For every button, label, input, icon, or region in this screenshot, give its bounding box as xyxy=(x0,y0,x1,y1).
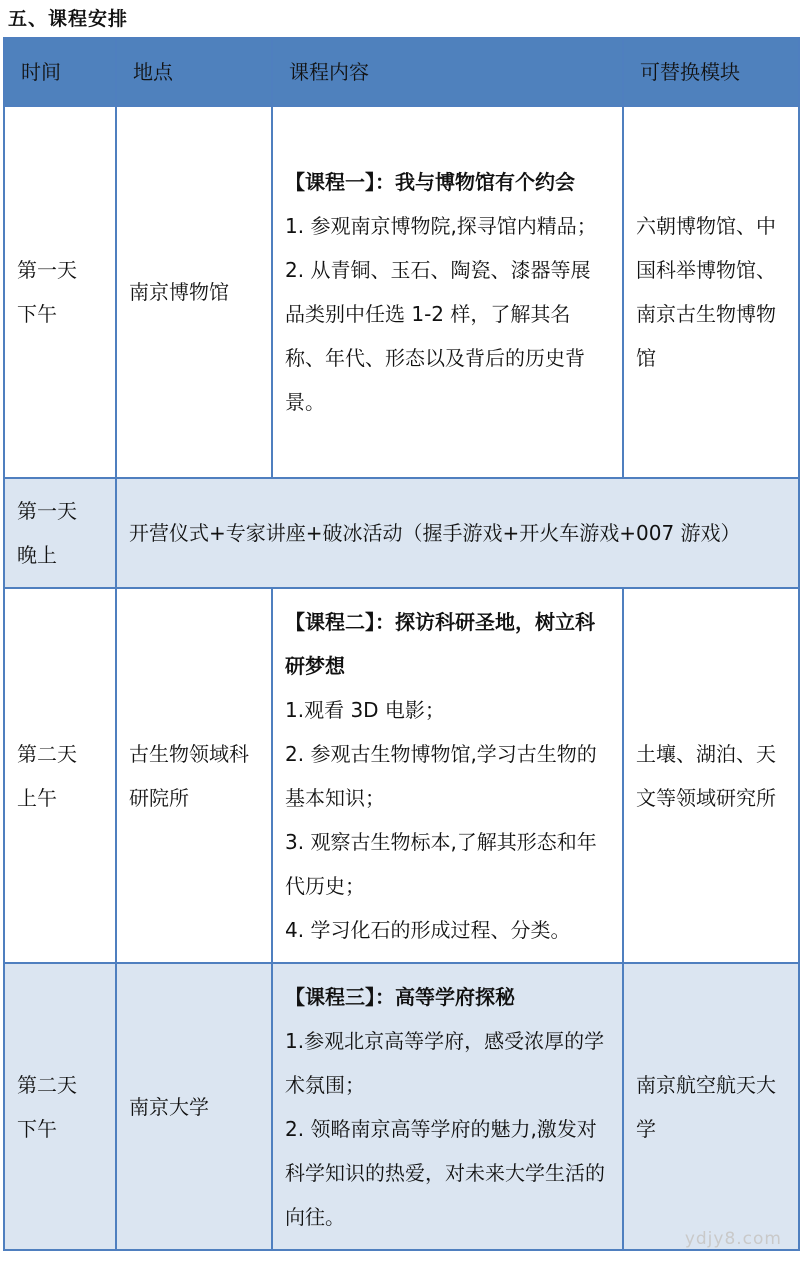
course-item: 1. 参观南京博物院,探寻馆内精品； xyxy=(285,214,597,238)
activity-cell: 开营仪式+专家讲座+破冰活动（握手游戏+开火车游戏+007 游戏） xyxy=(116,478,799,588)
content-cell xyxy=(272,963,623,1250)
table-row xyxy=(4,588,799,963)
time-cell xyxy=(4,478,116,588)
place-cell: 古生物领域科研院所 xyxy=(116,588,272,963)
header-time: 时间 xyxy=(4,38,116,106)
course-item: 2. 参观古生物博物馆,学习古生物的基本知识； xyxy=(285,741,597,810)
place-cell: 南京博物馆 xyxy=(116,106,272,478)
section-title: 五、课程安排 xyxy=(8,8,129,30)
course-title: 【课程二】：探访科研圣地，树立科研梦想 xyxy=(285,609,595,678)
alternatives-cell: 南京航空航天大学 xyxy=(623,963,799,1250)
alternatives-cell: 土壤、湖泊、天文等领域研究所 xyxy=(623,588,799,963)
table-header-row xyxy=(4,38,799,106)
watermark: ydjy8.com xyxy=(684,1229,782,1249)
time-cell xyxy=(4,963,116,1250)
time-period: 晚上 xyxy=(17,543,57,567)
header-content: 课程内容 xyxy=(272,38,623,106)
table-row xyxy=(4,106,799,478)
header-alternatives: 可替换模块 xyxy=(623,38,799,106)
course-schedule-table xyxy=(3,37,800,1251)
header-place: 地点 xyxy=(116,38,272,106)
content-cell xyxy=(272,106,623,478)
course-item: 2. 领略南京高等学府的魅力,激发对科学知识的热爱，对未来大学生活的向往。 xyxy=(285,1116,605,1229)
table-row xyxy=(4,963,799,1250)
time-cell xyxy=(4,588,116,963)
course-title: 【课程一】：我与博物馆有个约会 xyxy=(285,170,575,194)
content-cell xyxy=(272,588,623,963)
time-period: 上午 xyxy=(17,785,57,810)
time-day: 第二天 xyxy=(17,1072,77,1097)
table-row xyxy=(4,478,799,588)
time-day: 第二天 xyxy=(17,741,77,766)
time-cell xyxy=(4,106,116,478)
place-cell: 南京大学 xyxy=(116,963,272,1250)
course-item: 1.参观北京高等学府，感受浓厚的学术氛围； xyxy=(285,1028,605,1097)
time-period: 下午 xyxy=(17,302,57,326)
course-title: 【课程三】：高等学府探秘 xyxy=(285,984,515,1009)
alternatives-cell: 六朝博物馆、中国科举博物馆、南京古生物博物馆 xyxy=(623,106,799,478)
course-item: 1.观看 3D 电影； xyxy=(285,697,445,722)
time-period: 下午 xyxy=(17,1116,57,1141)
course-item: 3. 观察古生物标本,了解其形态和年代历史； xyxy=(285,829,597,898)
time-day: 第一天 xyxy=(17,258,77,282)
time-day: 第一天 xyxy=(17,499,77,523)
course-item: 2. 从青铜、玉石、陶瓷、漆器等展品类别中任选 1-2 样，了解其名称、年代、形态以及背后的历史背景。 xyxy=(285,258,591,414)
course-item: 4. 学习化石的形成过程、分类。 xyxy=(285,917,571,942)
